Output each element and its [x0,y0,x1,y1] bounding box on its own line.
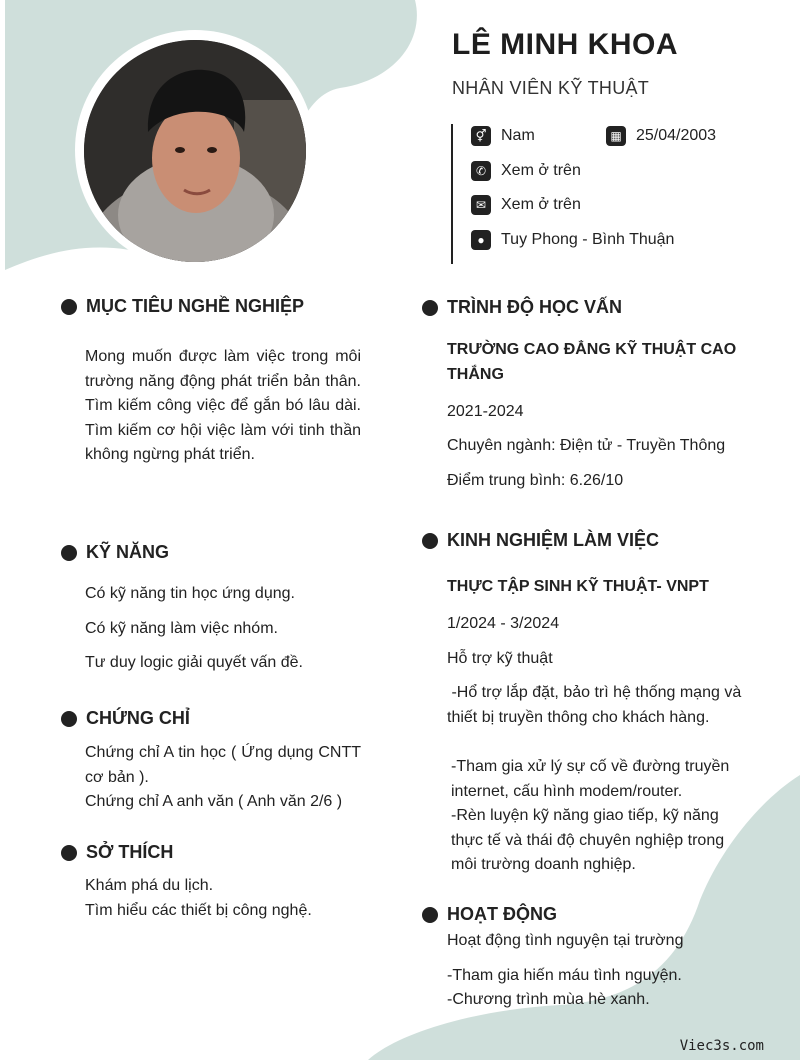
gender-icon: ⚥ [471,126,491,146]
education-title: TRÌNH ĐỘ HỌC VẤN [447,297,622,317]
job-detail: -Hổ trợ lắp đặt, bảo trì hệ thống mạng và thiết bị truyền thông cho khách hàng. [447,684,755,726]
experience-heading [422,530,659,551]
skill-item: Tư duy logic giải quyết vấn đề. [85,654,303,671]
education-gpa: Điểm trung bình: 6.26/10 [447,472,624,489]
education-heading [422,297,622,318]
skill-item: Có kỹ năng tin học ứng dụng. [85,585,295,602]
activities-heading [422,904,557,925]
bullet-icon [61,711,77,727]
candidate-role: NHÂN VIÊN KỸ THUẬT [452,78,650,98]
phone-value: Xem ở trên [501,162,581,179]
hobbies-heading [61,842,173,863]
job-detail: -Rèn luyện kỹ năng giao tiếp, kỹ năng thực tế và thái độ chuyên nghiệp trong môi trường doanh nghiệp. [451,807,725,873]
activity-item: -Chương trình mùa hè xanh. [447,991,650,1008]
job-period: 1/2024 - 3/2024 [447,615,560,632]
bullet-icon [422,300,438,316]
hobbies-title: SỞ THÍCH [86,842,174,862]
skills-heading [61,542,169,563]
experience-title: KINH NGHIỆM LÀM VIỆC [447,530,660,550]
address-value: Tuy Phong - Bình Thuận [501,231,675,248]
info-divider [451,124,453,264]
job-summary: Hỗ trợ kỹ thuật [447,650,553,667]
education-major: Chuyên ngành: Điện tử - Truyền Thông [447,437,726,454]
bullet-icon [422,533,438,549]
email-value: Xem ở trên [501,196,581,213]
gender-row [471,126,535,146]
email-row [471,195,581,215]
objective-title: MỤC TIÊU NGHỀ NGHIỆP [86,296,305,316]
certificate-text: Chứng chỉ A tin học ( Ứng dụng CNTT cơ bản ). [85,744,361,786]
avatar-illustration [84,40,306,262]
avatar [84,40,306,262]
certificate-text: Chứng chỉ A anh văn ( Anh văn 2/6 ) [85,793,343,810]
phone-icon: ✆ [471,161,491,181]
objective-heading [61,296,304,317]
bullet-icon [61,545,77,561]
phone-row [471,161,581,181]
job-position: THỰC TẬP SINH KỸ THUẬT- VNPT [447,578,709,595]
birthdate-row [606,126,716,146]
location-icon: ● [471,230,491,250]
certificates-heading [61,708,190,729]
activity-item: -Tham gia hiến máu tình nguyện. [447,967,682,984]
mail-icon: ✉ [471,195,491,215]
bullet-icon [61,299,77,315]
job-detail: -Tham gia xử lý sự cố về đường truyền internet, cấu hình modem/router. [451,758,730,800]
school-name: TRƯỜNG CAO ĐẲNG KỸ THUẬT CAO THẮNG [447,341,737,383]
calendar-icon: ▦ [606,126,626,146]
activities-title: HOẠT ĐỘNG [447,904,557,924]
candidate-name: LÊ MINH KHOA [452,28,678,61]
skills-title: KỸ NĂNG [86,542,170,562]
gender-value: Nam [501,127,535,144]
address-row [471,230,674,250]
activity-summary: Hoạt động tình nguyện tại trường [447,932,684,949]
skill-item: Có kỹ năng làm việc nhóm. [85,620,278,637]
hobby-item: Khám phá du lịch. [85,877,214,894]
hobby-item: Tìm hiểu các thiết bị công nghệ. [85,902,312,919]
objective-text: Mong muốn được làm việc trong môi trường năng động phát triển bản thân. Tìm kiếm công việc để gắn bó lâu dài. Tìm kiếm cơ hội việc làm với tinh thần không ngừng phát triển. [85,348,361,463]
bullet-icon [422,907,438,923]
certificates-title: CHỨNG CHỈ [86,708,190,728]
birthdate-value: 25/04/2003 [636,127,717,144]
education-period: 2021-2024 [447,403,524,420]
bullet-icon [61,845,77,861]
watermark: Viec3s.com [679,1038,764,1054]
